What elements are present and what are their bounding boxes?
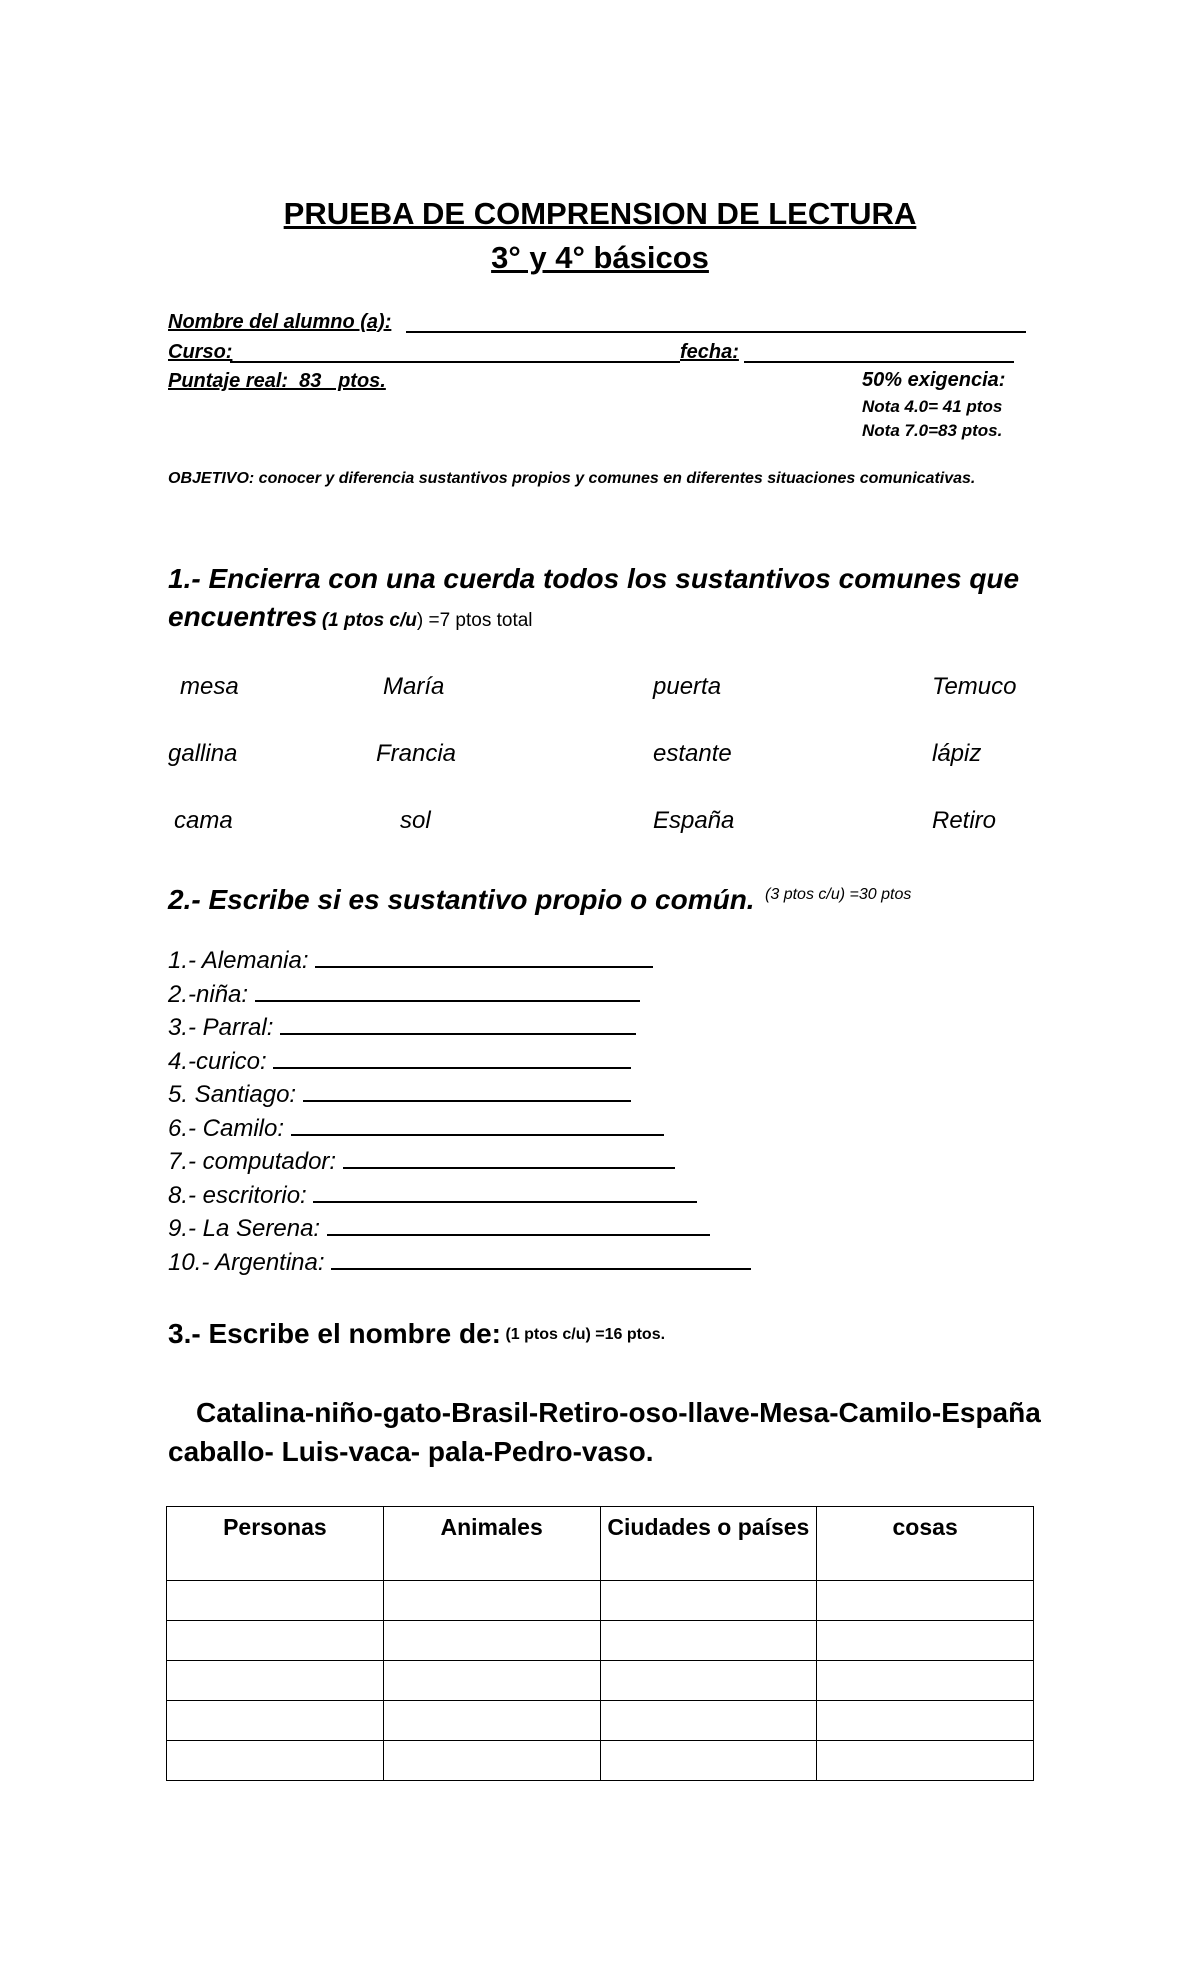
word-item[interactable]: puerta [653,673,722,700]
table-row [167,1661,1034,1701]
answer-line[interactable] [273,1045,631,1069]
answer-line[interactable] [313,1179,697,1203]
table-cell[interactable] [383,1701,600,1741]
nota4-text: Nota 4.0= 41 ptos [862,397,1003,416]
answer-line[interactable] [331,1246,751,1270]
q3-points: (1 ptos c/u) =16 ptos. [505,1326,666,1343]
table-cell[interactable] [383,1581,600,1621]
objective-text: OBJETIVO: conocer y diferencia sustantivos propios y comunes en diferentes situaciones comunicativas. [168,470,976,487]
q1-heading-cont: encuentres [168,601,318,632]
word-item[interactable]: cama [174,807,233,834]
table-row [167,1701,1034,1741]
q2-item-6: 6.- Camilo: [168,1112,664,1143]
q2-heading: 2.- Escribe si es sustantivo propio o común. [168,884,755,915]
puntaje-label: Puntaje real: 83 ptos. [168,370,386,392]
answer-line[interactable] [343,1145,675,1169]
curso-line[interactable] [230,361,680,363]
q2-item-3: 3.- Parral: [168,1011,636,1042]
table-row [167,1741,1034,1781]
table-cell[interactable] [817,1581,1034,1621]
word-item[interactable]: Temuco [932,673,1017,700]
word-item[interactable]: sol [400,807,431,834]
table-cell[interactable] [600,1621,817,1661]
q2-points: (3 ptos c/u) =30 ptos [765,886,912,903]
nota7-text: Nota 7.0=83 ptos. [862,421,1003,440]
word-item[interactable]: mesa [180,673,239,700]
table-cell[interactable] [167,1661,384,1701]
nombre-line[interactable] [406,331,1026,333]
table-cell[interactable] [817,1621,1034,1661]
answer-line[interactable] [327,1212,710,1236]
table-cell[interactable] [600,1701,817,1741]
q3-heading-row [168,1318,665,1350]
word-item[interactable]: España [653,807,735,834]
table-cell[interactable] [600,1741,817,1781]
q2-item-4: 4.-curico: [168,1045,631,1076]
col-personas: Personas [167,1507,384,1581]
q1-points-bold: (1 ptos c/u [321,610,417,631]
classification-table [166,1506,1034,1781]
table-cell[interactable] [383,1621,600,1661]
q2-item-10: 10.- Argentina: [168,1246,751,1277]
answer-line[interactable] [291,1112,664,1136]
col-animales: Animales [383,1507,600,1581]
fecha-line[interactable] [744,361,1014,363]
word-item[interactable]: María [383,673,445,700]
q3-wordlist-line2: caballo- Luis-vaca- pala-Pedro-vaso. [168,1436,654,1467]
q2-item-2: 2.-niña: [168,978,640,1009]
table-cell[interactable] [167,1741,384,1781]
q1-heading: 1.- Encierra con una cuerda todos los sustantivos comunes que [168,563,1020,594]
table-cell[interactable] [383,1741,600,1781]
page-title: PRUEBA DE COMPRENSION DE LECTURA [283,196,917,231]
col-cosas: cosas [817,1507,1034,1581]
q2-item-7: 7.- computador: [168,1145,675,1176]
table-cell[interactable] [383,1661,600,1701]
table-cell[interactable] [600,1581,817,1621]
answer-line[interactable] [315,944,653,968]
table-cell[interactable] [817,1661,1034,1701]
word-item[interactable]: gallina [168,740,238,767]
curso-label: Curso: [168,341,233,363]
word-item[interactable]: Retiro [932,807,997,834]
page-subtitle: 3° y 4° básicos [491,240,709,275]
table-cell[interactable] [817,1701,1034,1741]
exigencia-text: 50% exigencia: [862,369,1006,391]
q2-item-5: 5. Santiago: [168,1078,631,1109]
table-cell[interactable] [167,1581,384,1621]
table-row [167,1621,1034,1661]
q3-wordlist-line1: Catalina-niño-gato-Brasil-Retiro-oso-llave-Mesa-Camilo-España [196,1397,1041,1428]
q3-heading: 3.- Escribe el nombre de: [168,1318,501,1349]
q1-points-rest: ) =7 ptos total [416,610,533,631]
word-item[interactable]: Francia [376,740,457,767]
table-cell[interactable] [167,1621,384,1661]
q2-item-1: 1.- Alemania: [168,944,653,975]
nombre-label: Nombre del alumno (a): [168,311,392,333]
table-row [167,1581,1034,1621]
table-cell[interactable] [167,1701,384,1741]
table-cell[interactable] [600,1661,817,1701]
q2-item-9: 9.- La Serena: [168,1212,710,1243]
word-item[interactable]: lápiz [932,740,982,767]
q2-item-8: 8.- escritorio: [168,1179,697,1210]
q2-heading-row [168,884,911,916]
table-cell[interactable] [817,1741,1034,1781]
q1-heading-line2 [168,601,533,633]
answer-line[interactable] [303,1078,631,1102]
fecha-label: fecha: [680,341,739,363]
word-item[interactable]: estante [653,740,732,767]
answer-line[interactable] [255,978,640,1002]
answer-line[interactable] [280,1011,636,1035]
col-ciudades: Ciudades o países [600,1507,817,1581]
